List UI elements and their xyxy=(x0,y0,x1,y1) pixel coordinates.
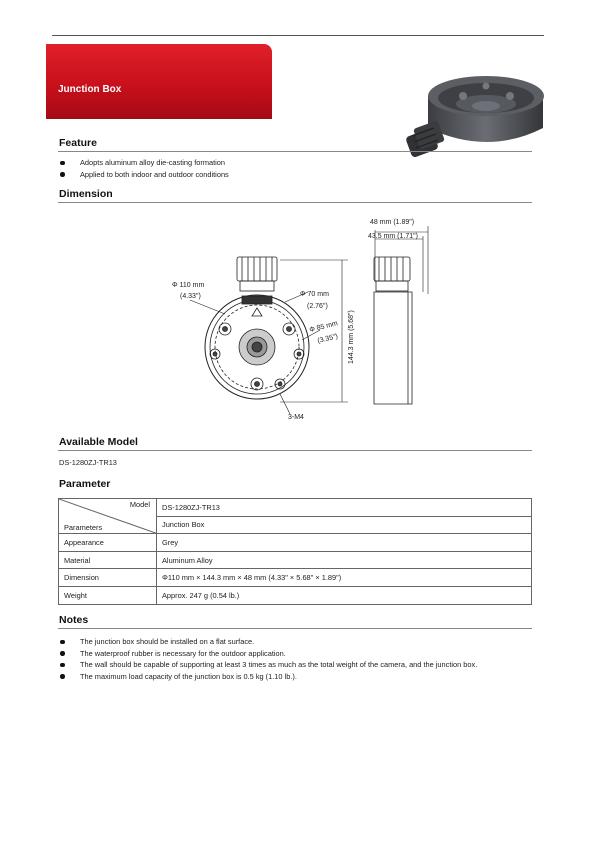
parameter-heading: Parameter xyxy=(59,478,111,490)
table-header-cell xyxy=(59,499,157,534)
dim-height-label: 144.3 mm (5.68") xyxy=(348,310,355,364)
dimension-lines xyxy=(190,226,428,414)
table-row xyxy=(59,534,532,552)
notes-rule xyxy=(58,628,532,629)
list-item: The wall should be capable of supporting at least 3 times as much as the total weight of the camera, and the junction box. xyxy=(58,659,528,671)
header-params-label: Parameters xyxy=(64,523,103,533)
table-cell: Aluminum Alloy xyxy=(157,551,532,569)
list-item: The junction box should be installed on a flat surface. xyxy=(58,636,528,648)
dim-screws-label: 3-M4 xyxy=(288,414,304,421)
dim-d70-label: Φ 70 mm xyxy=(300,291,329,298)
table-cell: Approx. 247 g (0.54 lb.) xyxy=(157,586,532,604)
table-cell: Material xyxy=(59,551,157,569)
feature-rule xyxy=(58,151,532,152)
dim-w48-label: 48 mm (1.89") xyxy=(370,219,415,226)
table-row xyxy=(59,569,532,587)
feature-list xyxy=(58,157,229,180)
table-cell: Dimension xyxy=(59,569,157,587)
page-title: Junction Box xyxy=(58,84,122,95)
available-model-value: DS-1280ZJ-TR13 xyxy=(59,458,117,467)
dimension-diagram xyxy=(170,212,440,424)
parameter-table xyxy=(58,498,532,605)
title-banner xyxy=(46,44,272,119)
table-cell: Φ110 mm × 144.3 mm × 48 mm (4.33" × 5.68" × 1.89") xyxy=(157,569,532,587)
available-model-rule xyxy=(58,450,532,451)
dim-diameter-in-label: (4.33") xyxy=(180,293,201,300)
available-model-heading: Available Model xyxy=(59,436,138,448)
notes-heading: Notes xyxy=(59,614,89,626)
dim-d85-label: Φ 85 mm xyxy=(308,320,339,334)
dimension-rule xyxy=(58,202,532,203)
table-row xyxy=(59,586,532,604)
feature-heading: Feature xyxy=(59,137,97,149)
list-item: Applied to both indoor and outdoor conditions xyxy=(58,169,229,181)
dimension-heading: Dimension xyxy=(59,188,113,200)
list-item: The maximum load capacity of the junction box is 0.5 kg (1.10 lb.). xyxy=(58,671,528,683)
header-model-label: Model xyxy=(129,500,150,509)
dim-diameter-label: Φ 110 mm xyxy=(172,282,205,289)
side-view xyxy=(374,257,412,404)
table-cell: Weight xyxy=(59,586,157,604)
list-item: The waterproof rubber is necessary for the outdoor application. xyxy=(58,648,528,660)
product-photo xyxy=(398,66,548,172)
dim-w43-label: 43.5 mm (1.71") xyxy=(368,233,418,240)
top-rule xyxy=(52,35,544,36)
list-item: Adopts aluminum alloy die-casting formation xyxy=(58,157,229,169)
dim-d70-in-label: (2.76") xyxy=(307,303,328,310)
table-row xyxy=(59,551,532,569)
table-cell: Junction Box xyxy=(157,516,532,534)
table-cell: Appearance xyxy=(59,534,157,552)
table-row xyxy=(59,499,532,517)
front-view xyxy=(205,257,309,399)
notes-list xyxy=(58,636,528,682)
dim-d85-in-label: (3.35") xyxy=(316,333,339,345)
table-cell: Grey xyxy=(157,534,532,552)
table-cell: DS-1280ZJ-TR13 xyxy=(157,499,532,517)
